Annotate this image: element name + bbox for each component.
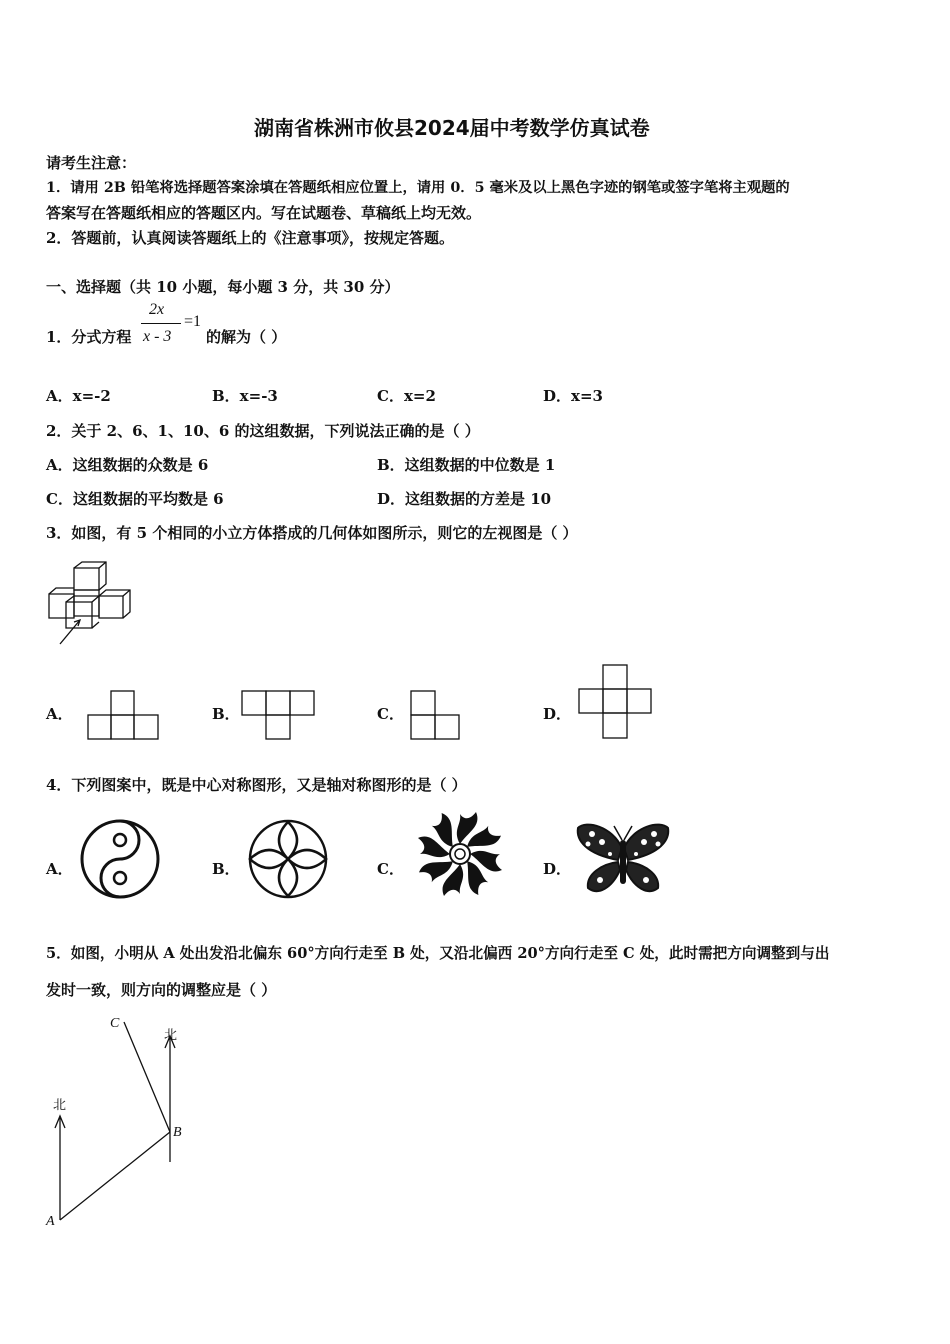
q1-option-b: B．x=-3 bbox=[212, 387, 278, 405]
q5-north-label-b: 北 bbox=[164, 1028, 178, 1043]
q3-stem: 3．如图，有 5 个相同的小立方体搭成的几何体如图所示，则它的左视图是（ ） bbox=[46, 524, 578, 542]
q5-stem-line-2: 发时一致，则方向的调整应是（ ） bbox=[46, 981, 277, 999]
q4-option-d-label: D． bbox=[543, 860, 572, 878]
q1-option-a: A．x=-2 bbox=[46, 387, 111, 405]
q3-option-c-figure bbox=[410, 690, 462, 742]
q5-label-a: A bbox=[46, 1214, 55, 1229]
q1-fraction-bar bbox=[141, 323, 181, 324]
q4-option-b-label: B． bbox=[212, 860, 240, 878]
q3-option-c-label: C． bbox=[377, 705, 404, 723]
q3-cube-figure bbox=[44, 560, 134, 650]
four-petal-circle-icon bbox=[240, 816, 336, 902]
q1-prefix: 1．分式方程 bbox=[46, 328, 132, 346]
q5-label-b: B bbox=[173, 1125, 182, 1140]
notice-line-2: 2．答题前，认真阅读答题纸上的《注意事项》，按规定答题。 bbox=[46, 229, 454, 247]
q4-option-c-label: C． bbox=[377, 860, 404, 878]
q1-suffix: 的解为（ ） bbox=[206, 328, 287, 346]
q2-stem: 2．关于 2、6、1、10、6 的这组数据，下列说法正确的是（ ） bbox=[46, 422, 480, 440]
q3-option-d-label: D． bbox=[543, 705, 572, 723]
pinwheel-flower-icon bbox=[408, 806, 512, 902]
notice-heading: 请考生注意： bbox=[46, 154, 137, 172]
q5-stem-line-1: 5．如图，小明从 A 处出发沿北偏东 60°方向行走至 B 处，又沿北偏西 20°方向行走至 C 处，此时需把方向调整到与出 bbox=[46, 945, 830, 962]
q4-stem: 4．下列图案中，既是中心对称图形，又是轴对称图形的是（ ） bbox=[46, 776, 467, 794]
q1-equals: =1 bbox=[184, 313, 202, 330]
q1-numerator: 2x bbox=[149, 301, 165, 318]
q3-option-b-label: B． bbox=[212, 705, 240, 723]
section-heading: 一、选择题（共 10 小题，每小题 3 分，共 30 分） bbox=[46, 278, 400, 296]
page-title: 湖南省株洲市攸县2024届中考数学仿真试卷 bbox=[254, 116, 650, 140]
q4-option-a-label: A． bbox=[46, 860, 73, 878]
q3-option-b-figure bbox=[241, 690, 317, 742]
q1-option-d: D．x=3 bbox=[543, 387, 603, 405]
notice-line-1b: 答案写在答题纸相应的答题区内。写在试题卷、草稿纸上均无效。 bbox=[46, 204, 482, 222]
q5-direction-diagram bbox=[40, 1014, 200, 1234]
q3-option-d-figure bbox=[578, 664, 654, 742]
q2-option-a: A．这组数据的众数是 6 bbox=[46, 456, 209, 474]
q1-denominator: x - 3 bbox=[143, 328, 172, 345]
notice-line-1: 1．请用 2B 铅笔将选择题答案涂填在答题纸相应位置上，请用 0．5 毫米及以上黑色字迹的钢笔或签字笔将主观题的 bbox=[46, 180, 790, 196]
q3-option-a-label: A． bbox=[46, 705, 73, 723]
q2-option-d: D．这组数据的方差是 10 bbox=[377, 490, 552, 508]
q5-north-label-a: 北 bbox=[53, 1098, 67, 1113]
q5-label-c: C bbox=[110, 1016, 120, 1031]
q3-option-a-figure bbox=[87, 690, 161, 742]
q1-option-c: C．x=2 bbox=[377, 387, 436, 405]
yin-yang-icon bbox=[74, 816, 166, 902]
q2-option-c: C．这组数据的平均数是 6 bbox=[46, 490, 224, 508]
q2-option-b: B．这组数据的中位数是 1 bbox=[377, 456, 556, 474]
butterfly-icon bbox=[572, 818, 674, 900]
